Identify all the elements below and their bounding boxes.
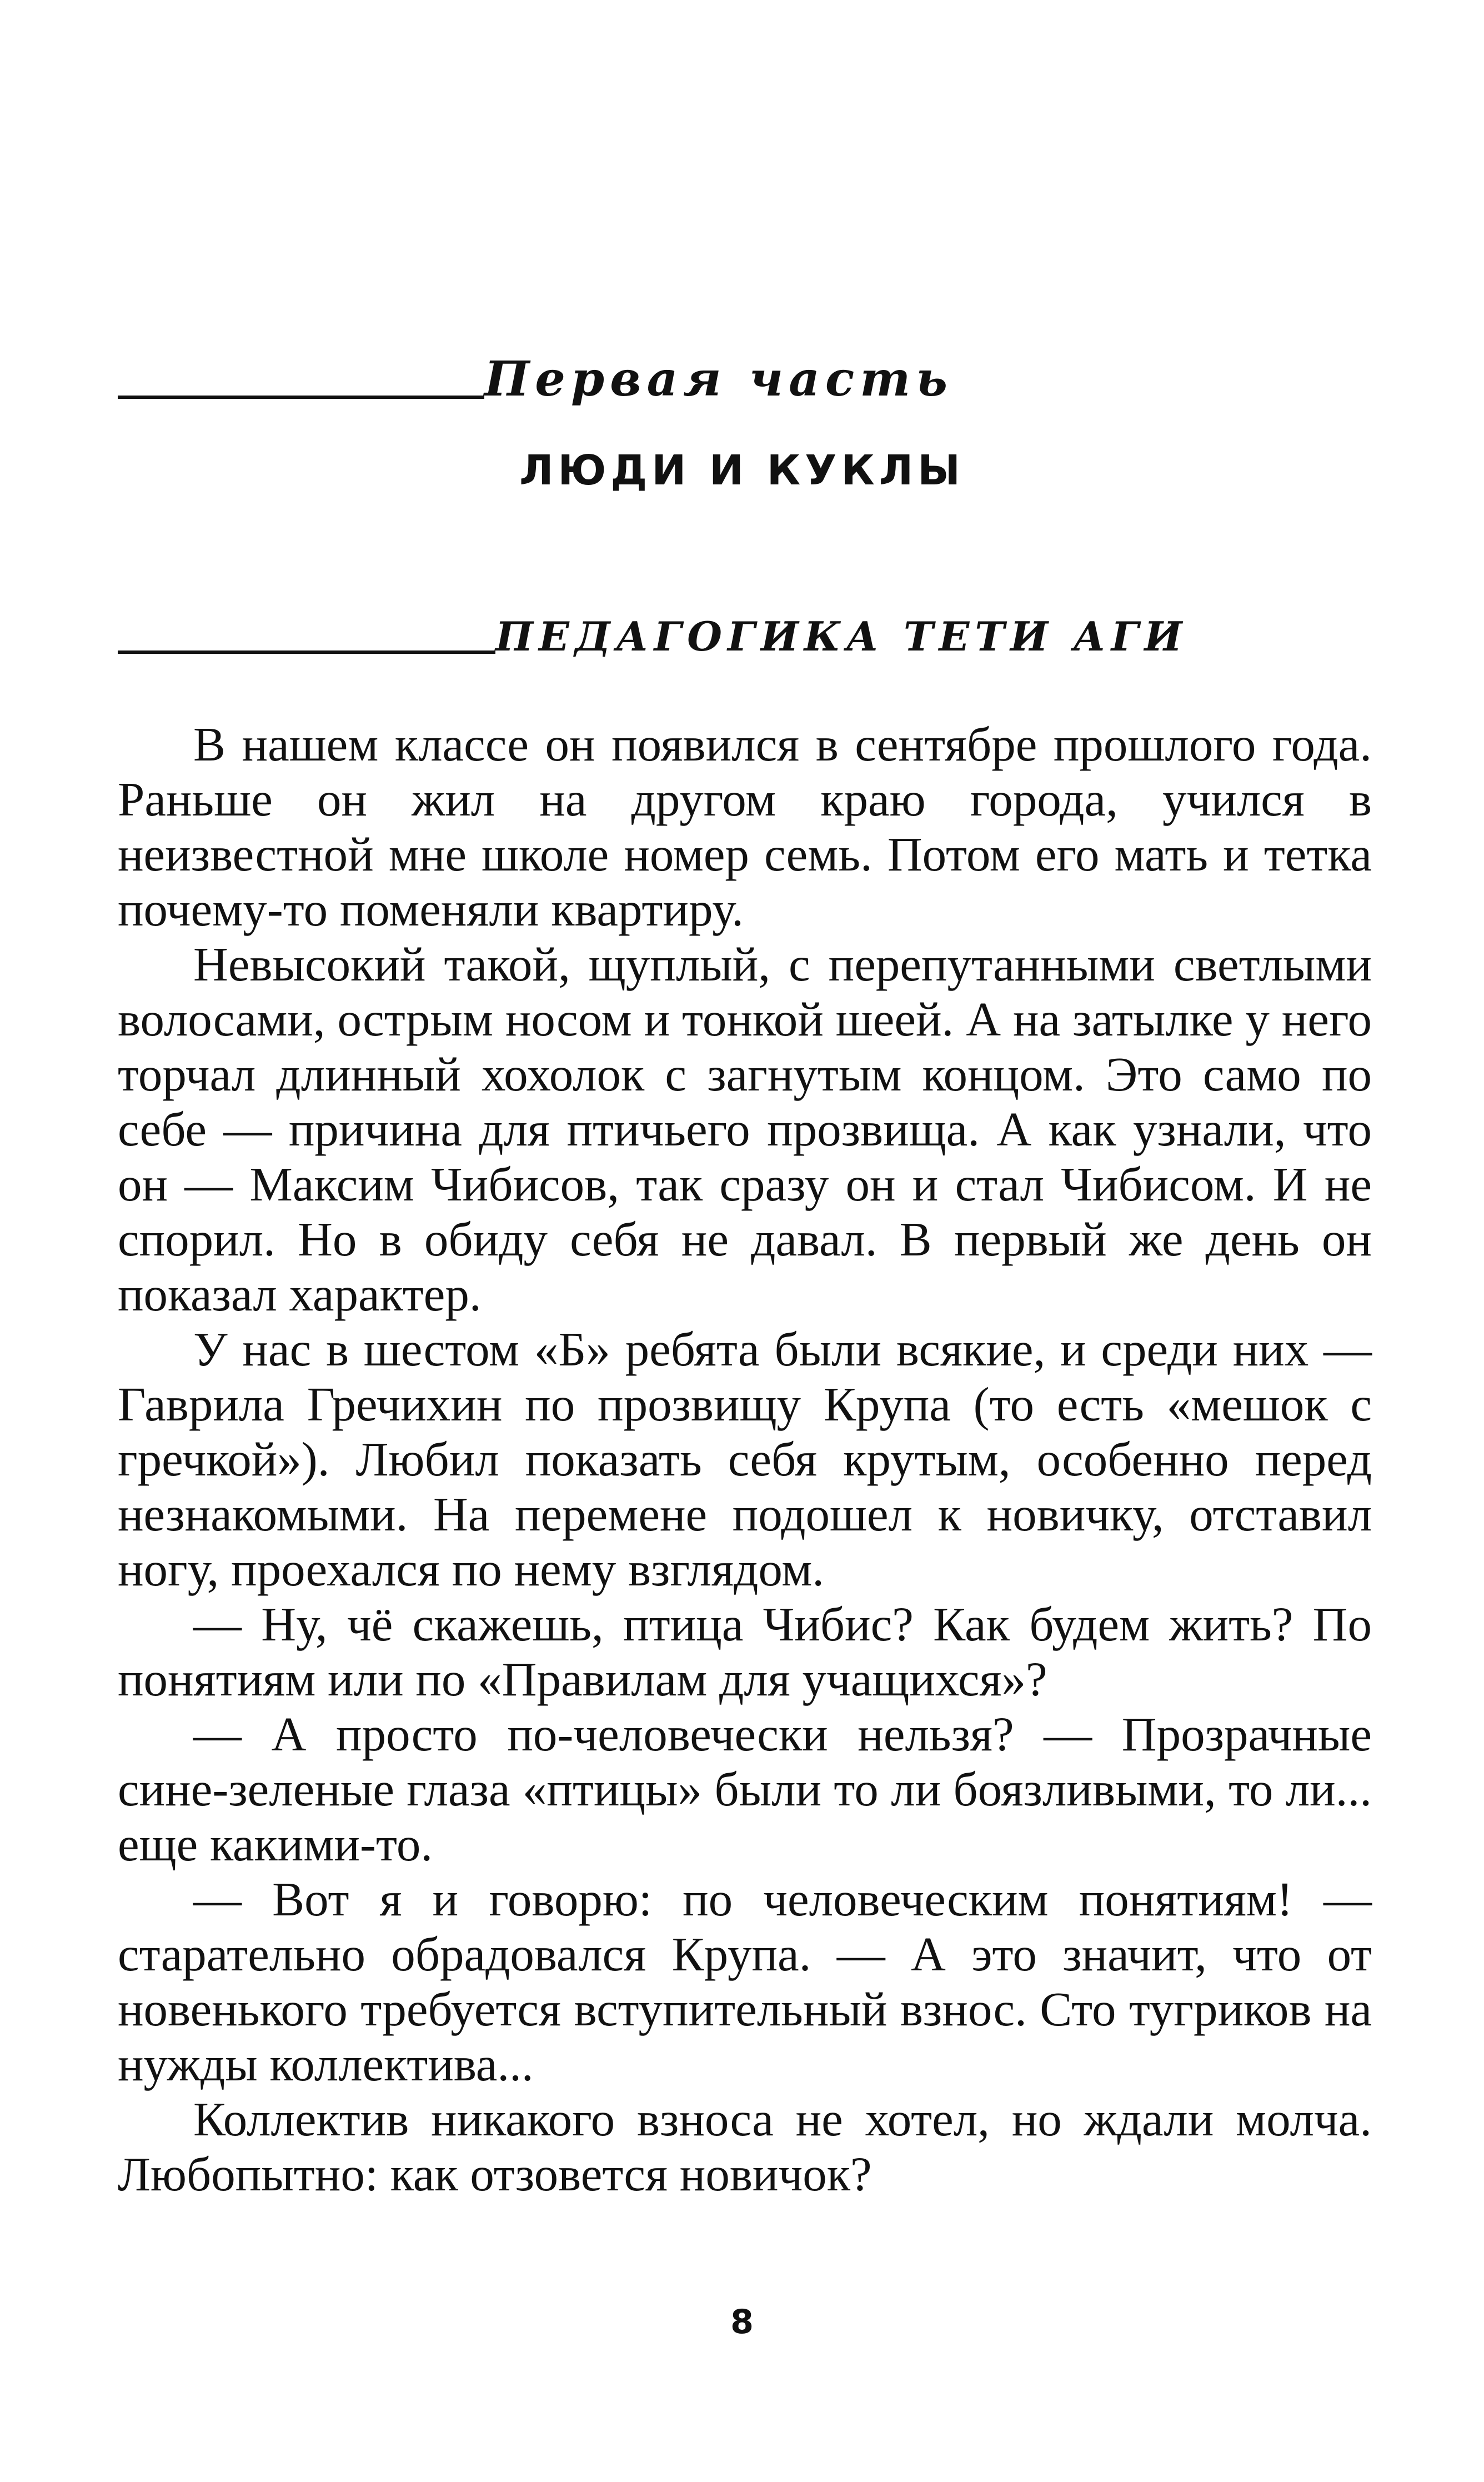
book-subtitle: ЛЮДИ И КУКЛЫ (519, 447, 965, 494)
chapter-heading: ПЕДАГОГИКА ТЕТИ АГИ (495, 613, 1188, 660)
paragraph: Коллектив никакого взноса не хотел, но ждали молча. Любопытно: как отзовется новичок? (118, 2092, 1372, 2201)
body-text (118, 717, 1372, 2201)
paragraph: — А просто по-человечески нельзя? — Прозрачные сине-зеленые глаза «птицы» были то ли боязливыми, то ли... еще какими-то. (118, 1707, 1372, 1871)
paragraph: — Вот я и говорю: по человеческим понятиям! — старательно обрадовался Крупа. — А это значит, что от новенького требуется вступительный взнос. Сто тугриков на нужды коллектива... (118, 1872, 1372, 2091)
chapter-heading-row (118, 613, 1366, 660)
paragraph: Невысокий такой, щуплый, с перепутанными светлыми волосами, острым носом и тонкой шеей. А на затылке у него торчал длинный хохолок с загнутым концом. Это само по себе — причина для птичьего прозвища. А как узнали, что он — Максим Чибисов, так сразу он и стал Чибисом. И не спорил. Но в обиду себя не давал. В первый же день он показал характер. (118, 937, 1372, 1321)
paragraph: В нашем классе он появился в сентябре прошлого года. Раньше он жил на другом краю города, учился в неизвестной мне школе номер семь. Потом его мать и тетка почему-то поменяли квартиру. (118, 717, 1372, 936)
part-heading-rule (118, 396, 484, 399)
page-number: 8 (730, 2303, 754, 2341)
chapter-heading-rule (118, 650, 495, 654)
part-heading: Первая часть (484, 351, 953, 407)
paragraph: У нас в шестом «Б» ребята были всякие, и среди них — Гаврила Гречихин по прозвищу Крупа (то есть «мешок с гречкой»). Любил показать себя крутым, особенно перед незнакомыми. На перемене подошел к новичку, отставил ногу, проехался по нему взглядом. (118, 1322, 1372, 1596)
part-heading-row (118, 351, 1366, 407)
paragraph: — Ну, чё скажешь, птица Чибис? Как будем жить? По понятиям или по «Правилам для учащихся»? (118, 1597, 1372, 1706)
